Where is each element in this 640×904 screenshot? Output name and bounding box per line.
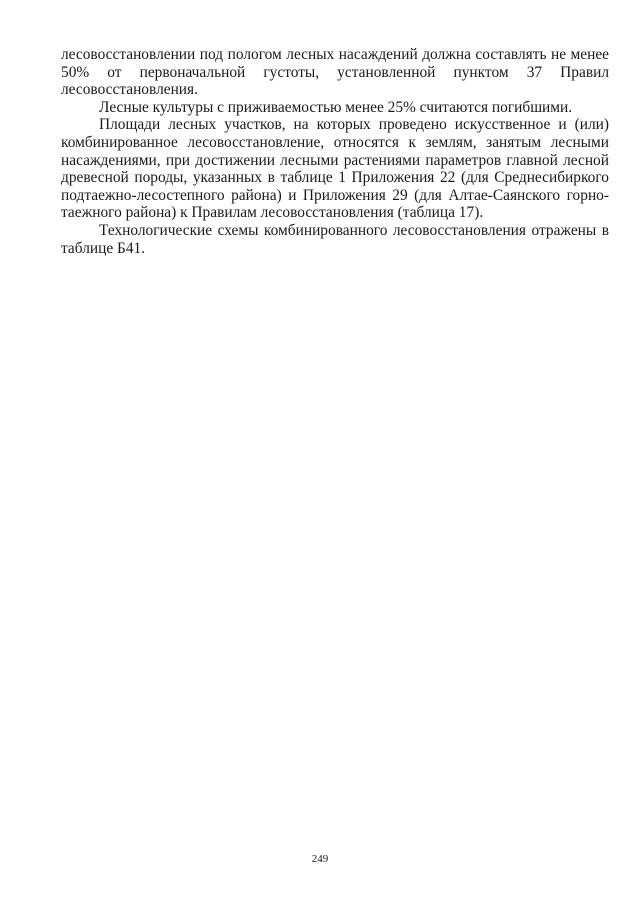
page-number: 249 xyxy=(311,853,329,865)
paragraph-continuation: лесовосстановлении под пологом лесных насаждений должна составлять не менее 50% от первоначальной густоты, установленной пунктом 37 Правил лесовосстановления. xyxy=(61,46,609,99)
paragraph-technological-schemes: Технологические схемы комбинированного лесовосстановления отражены в таблице Б41. xyxy=(61,221,609,257)
paragraph-survival-rate: Лесные культуры с приживаемостью менее 25% считаются погибшими. xyxy=(99,98,573,116)
document-page xyxy=(61,46,609,257)
paragraph-forest-areas: Площади лесных участков, на которых проведено искусственное и (или) комбинированное лесовосстановление, относятся к землям, занятым лесными насаждениями, при достижении лесными растениями параметров главной лесной древесной породы, указанных в таблице 1 Приложения 22 (для Среднесибиркого подтаежно-лесостепного района) и Приложения 29 (для Алтае-Саянского горно-таежного района) к Правилам лесовосстановления (таблица 17). xyxy=(61,116,609,222)
